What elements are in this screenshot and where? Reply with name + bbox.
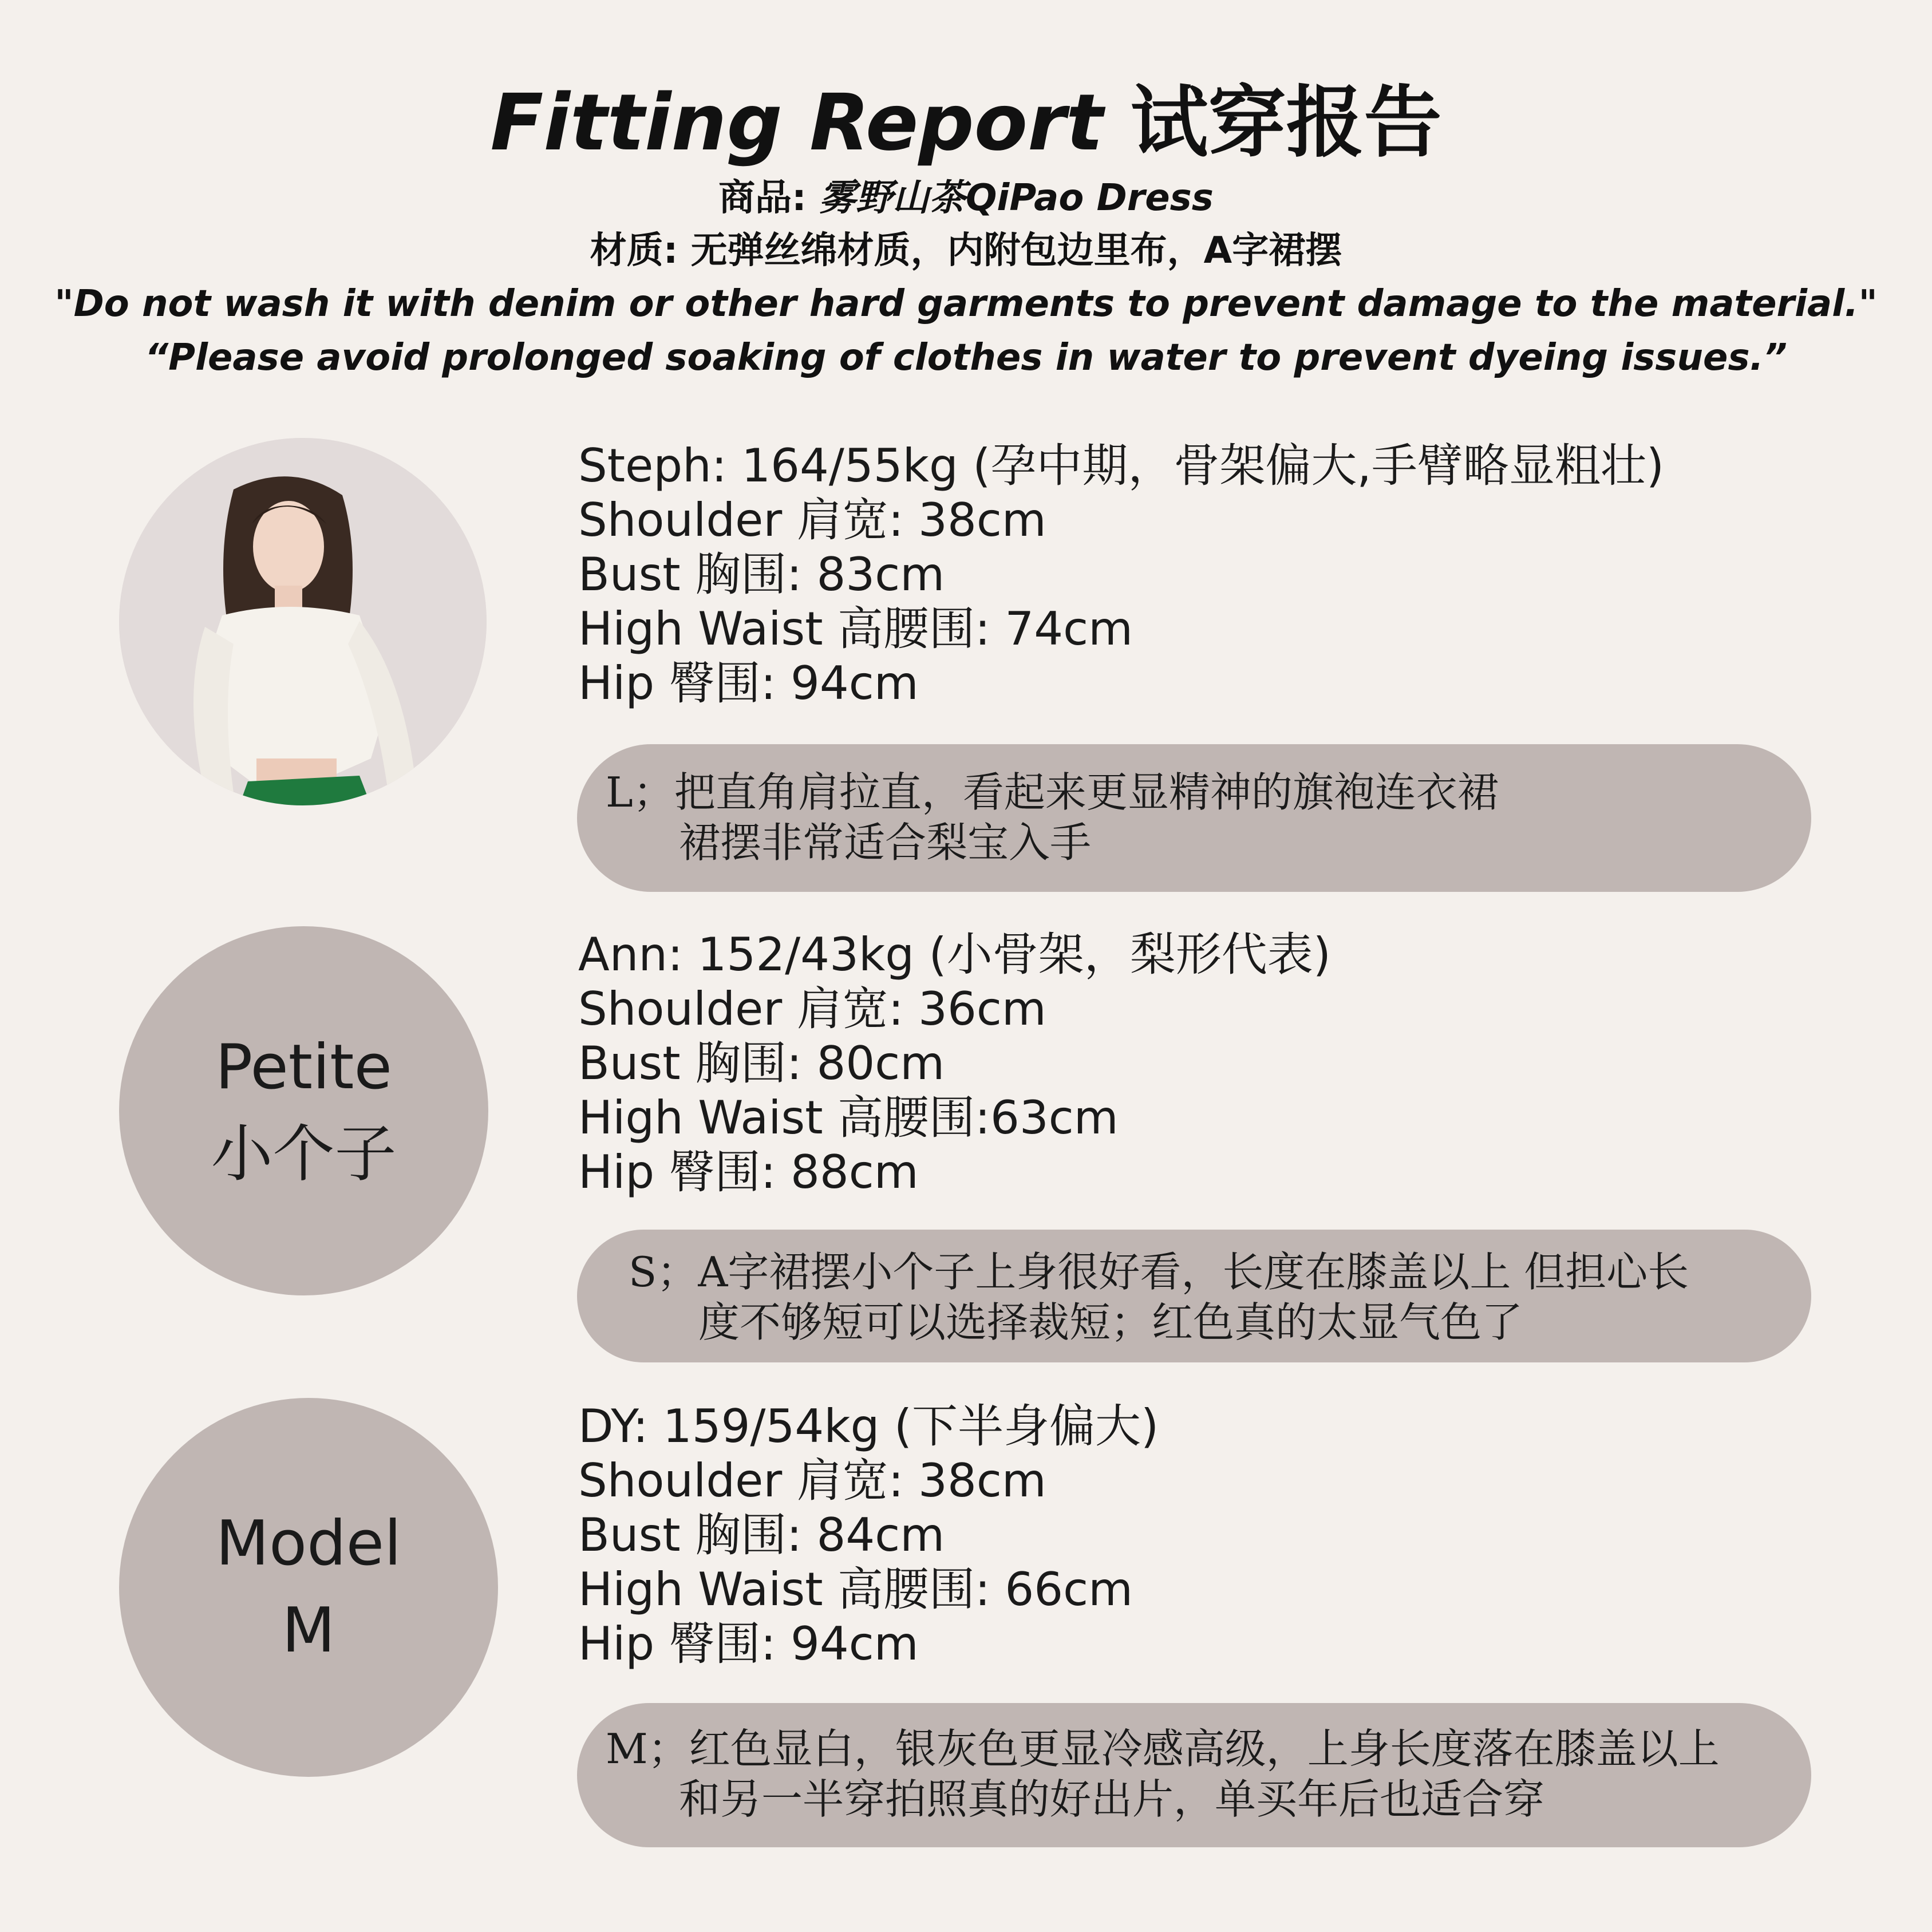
review-text: 裙摆非常适合梨宝入手	[679, 819, 1092, 867]
review-bubble-dy	[577, 1703, 1811, 1847]
material-label: 材质:	[590, 230, 678, 272]
product-line	[0, 172, 1932, 224]
review-text: A字裙摆小个子上身很好看，长度在膝盖以上 但担心长	[698, 1248, 1689, 1296]
model-photo-steph	[119, 438, 487, 805]
stat-line: Bust 胸围: 80cm	[578, 1037, 945, 1090]
care-note-soaking: “Please avoid prolonged soaking of clothes in water to prevent dyeing issues.”	[144, 337, 1788, 379]
badge-label-en: Model	[215, 1508, 402, 1579]
report-header	[0, 74, 1932, 385]
stat-line: Ann: 152/43kg (小骨架，梨形代表)	[578, 928, 1331, 981]
model-stats-dy	[578, 1399, 1159, 1671]
stat-line: Hip 臀围: 94cm	[578, 1617, 919, 1670]
review-text: 和另一半穿拍照真的好出片，单买年后也适合穿	[679, 1775, 1545, 1823]
badge-label-cn: 小个子	[211, 1118, 397, 1190]
model-portrait-illustration	[119, 438, 487, 805]
badge-label-size: M	[282, 1595, 335, 1666]
model-stats-ann	[578, 927, 1331, 1199]
review-text: 度不够短可以选择裁短；红色真的太显气色了	[698, 1298, 1523, 1346]
stat-line: Hip 臀围: 88cm	[578, 1145, 919, 1199]
stat-line: Hip 臀围: 94cm	[578, 657, 919, 710]
model-stats-steph	[578, 438, 1664, 710]
size-badge-model-m	[119, 1398, 498, 1777]
product-value: 雾野山茶QiPao Dress	[819, 177, 1214, 219]
size-badge-petite	[119, 926, 488, 1295]
material-value: 无弹丝绵材质，内附包边里布，A字裙摆	[690, 230, 1342, 272]
review-size: S；	[629, 1248, 698, 1296]
stat-line: Bust 胸围: 83cm	[578, 548, 945, 601]
title-en: Fitting Report	[490, 78, 1104, 168]
stat-line: High Waist 高腰围: 74cm	[578, 602, 1133, 655]
badge-label-en: Petite	[215, 1031, 392, 1103]
stat-line: High Waist 高腰围: 66cm	[578, 1563, 1133, 1616]
material-line	[0, 224, 1932, 277]
review-size: M；	[606, 1725, 689, 1773]
review-size: L；	[606, 768, 674, 816]
review-text: 把直角肩拉直，看起来更显精神的旗袍连衣裙	[674, 768, 1499, 816]
review-text: 红色显白，银灰色更显冷感高级，上身长度落在膝盖以上	[689, 1725, 1720, 1773]
stat-line: DY: 159/54kg (下半身偏大)	[578, 1400, 1159, 1453]
stat-line: Shoulder 肩宽: 36cm	[578, 982, 1046, 1036]
stat-line: High Waist 高腰围:63cm	[578, 1091, 1119, 1144]
stat-line: Bust 胸围: 84cm	[578, 1508, 945, 1562]
review-bubble-steph	[577, 744, 1811, 892]
review-bubble-ann	[577, 1230, 1811, 1362]
stat-line: Shoulder 肩宽: 38cm	[578, 1454, 1046, 1507]
care-note-denim: "Do not wash it with denim or other hard garments to prevent damage to the material."	[54, 283, 1878, 325]
stat-line: Shoulder 肩宽: 38cm	[578, 493, 1046, 547]
product-label: 商品:	[718, 177, 807, 219]
page-title	[0, 74, 1932, 172]
title-cn: 试穿报告	[1130, 78, 1442, 168]
stat-line: Steph: 164/55kg (孕中期，骨架偏大,手臂略显粗壮)	[578, 439, 1665, 492]
